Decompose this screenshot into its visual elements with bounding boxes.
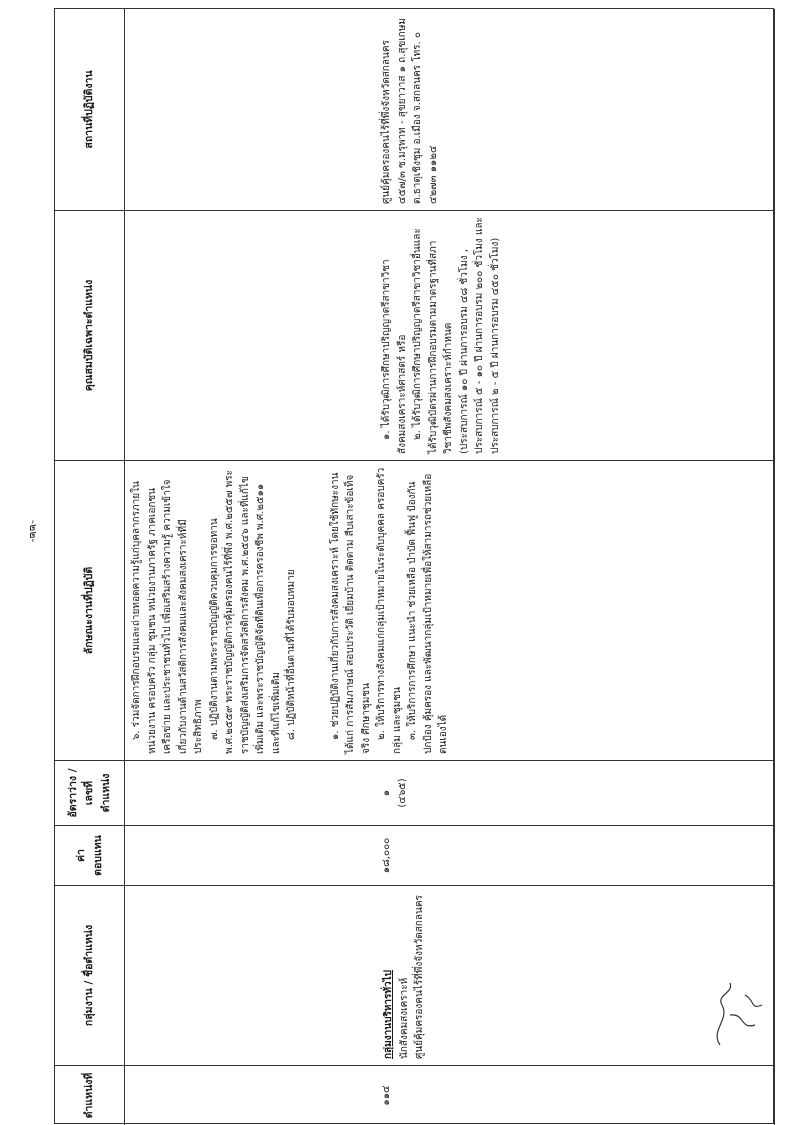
qualification-item-1: ๑. ได้รับวุฒิการศึกษาปริญญาตรีสาขาวิชาสังคมสงเคราะห์ศาสตร์ หรือ	[381, 259, 408, 454]
page-number: -๒๒-	[27, 520, 40, 543]
header-pay: ค่าตอบแทน	[55, 825, 125, 885]
header-rate: อัตราว่าง / เลขที่ตำแหน่ง	[55, 760, 125, 825]
header-workplace: สถานที่ปฏิบัติงาน	[55, 9, 125, 210]
header-unit-name: กลุ่มงาน / ชื่อตำแหน่ง	[55, 885, 125, 1065]
col-workplace	[125, 9, 775, 210]
duty-item-1: ๑. ช่วยปฏิบัติงานเกี่ยวกับการสังคมสงเคราะห์ โดยใช้ทักษะงาน ได้แก่ การสัมภาษณ์ สอบประวัติ เยี่ยมบ้าน ติดตาม สืบเสาะข้อเท็จจริง ศึกษาชุมชน	[329, 472, 372, 754]
rate-count: ๑	[381, 789, 392, 797]
workplace-address: ศูนย์คุ้มครองคนไร้ที่พึ่งจังหวัดสกลนคร ๔๕๗/๓ ซ.มรุพาท - สุขยาวาส ๑ ถ.สุขเกษม ต.ธาตุเชิงชุม อ.เมือง จ.สกลนคร โทร. ๐ ๔๒๗๓ ๑๑๒๔	[381, 17, 439, 204]
position-title: นักสังคมสงเคราะห์	[398, 977, 410, 1059]
position-table	[55, 9, 775, 1125]
col-position-no	[125, 1065, 775, 1125]
header-qualifications: คุณสมบัติเฉพาะตำแหน่ง	[55, 210, 125, 460]
col-pay	[125, 825, 775, 885]
col-duties	[125, 460, 775, 760]
col-qualifications	[125, 210, 775, 460]
col-unit-name	[125, 885, 775, 1065]
duty-item-2: ๒. ให้บริการทางสังคมแก่กลุ่มเป้าหมายในระดับบุคคล ครอบครัว กลุ่ม และชุมชน	[376, 467, 403, 754]
qualification-note: (ประสบการณ์ ๑๐ ปี ผ่านการอบรม ๔๘ ชั่วโมง , ประสบการณ์ ๕ - ๑๐ ปี ผ่านการอบรม ๒๐๐ ชั่วโมง และประสบการณ์ ๒ - ๕ ปี ผ่านการอบรม ๔๕๐ ชั่วโมง)	[458, 217, 501, 454]
duty-item-6: ๖. ร่วมจัดการฝึกอบรมและถ่ายทอดความรู้แก่บุคลากรภายในหน่วยงาน ครอบครัว กลุ่ม ชุมชน หน่วยงานภาครัฐ ภาคเอกชน เครือข่าย และประชาชนทั่วไป เพื่อเสริมสร้างความรู้ ความเข้าใจเกี่ยวกับงานด้านสวัสดิการสังคมและสังคมสงเคราะห์ที่มีประสิทธิภาพ	[131, 479, 204, 754]
group-heading: กลุ่มงานบริหารทั่วไป	[383, 970, 394, 1059]
header-duties: ลักษณะงานที่ปฏิบัติ	[55, 460, 125, 760]
duty-item-8: ๘. ปฏิบัติหน้าที่อื่นตามที่ได้รับมอบหมาย	[286, 569, 297, 740]
rotated-table-frame	[54, 8, 774, 1124]
pay-amount: ๑๘,๐๐๐	[381, 837, 392, 874]
position-number: ๑๑๔	[381, 1085, 392, 1106]
position-unit: ศูนย์คุ้มครองคนไร้ที่พึ่งจังหวัดสกลนคร	[414, 895, 425, 1059]
duty-item-3: ๓. ให้บริการการศึกษา แนะนำ ช่วยเหลือ บำบัด ฟื้นฟู ป้องกัน ปกป้อง คุ้มครอง และพัฒนากลุ่มเป้าหมายเพื่อให้สามารถช่วยเหลือตนเองได้	[407, 473, 449, 754]
duty-item-7: ๗. ปฏิบัติงานตามพระราชบัญญัติควบคุมการขอทาน พ.ศ.๒๕๕๙ พระราชบัญญัติการคุ้มครองคนไร้ที่พึ่ง พ.ศ.๒๕๕๗ พระราชบัญญัติส่งเสริมการจัดสวัสดิการสังคม พ.ศ.๒๕๔๖ และที่แก้ไขเพิ่มเติม และพระราชบัญญัติจัดที่ดินเพื่อการครองชีพ พ.ศ.๒๕๑๑ และที่แก้ไขเพิ่มเติม	[208, 469, 282, 754]
qualification-item-2: ๒. ได้รับวุฒิการศึกษาปริญญาตรีสาขาวิชาอื่นและได้รับวุฒิบัตรผ่านการฝึกอบรมตามมาตรฐานที่สภาวิชาชีพสังคมสงเคราะห์กำหนด	[412, 228, 454, 454]
header-position-no: ตำแหน่งที่	[55, 1065, 125, 1125]
col-rate	[125, 760, 775, 825]
signature-mark	[700, 975, 780, 1055]
rate-number: (๔๖๕)	[396, 778, 408, 808]
